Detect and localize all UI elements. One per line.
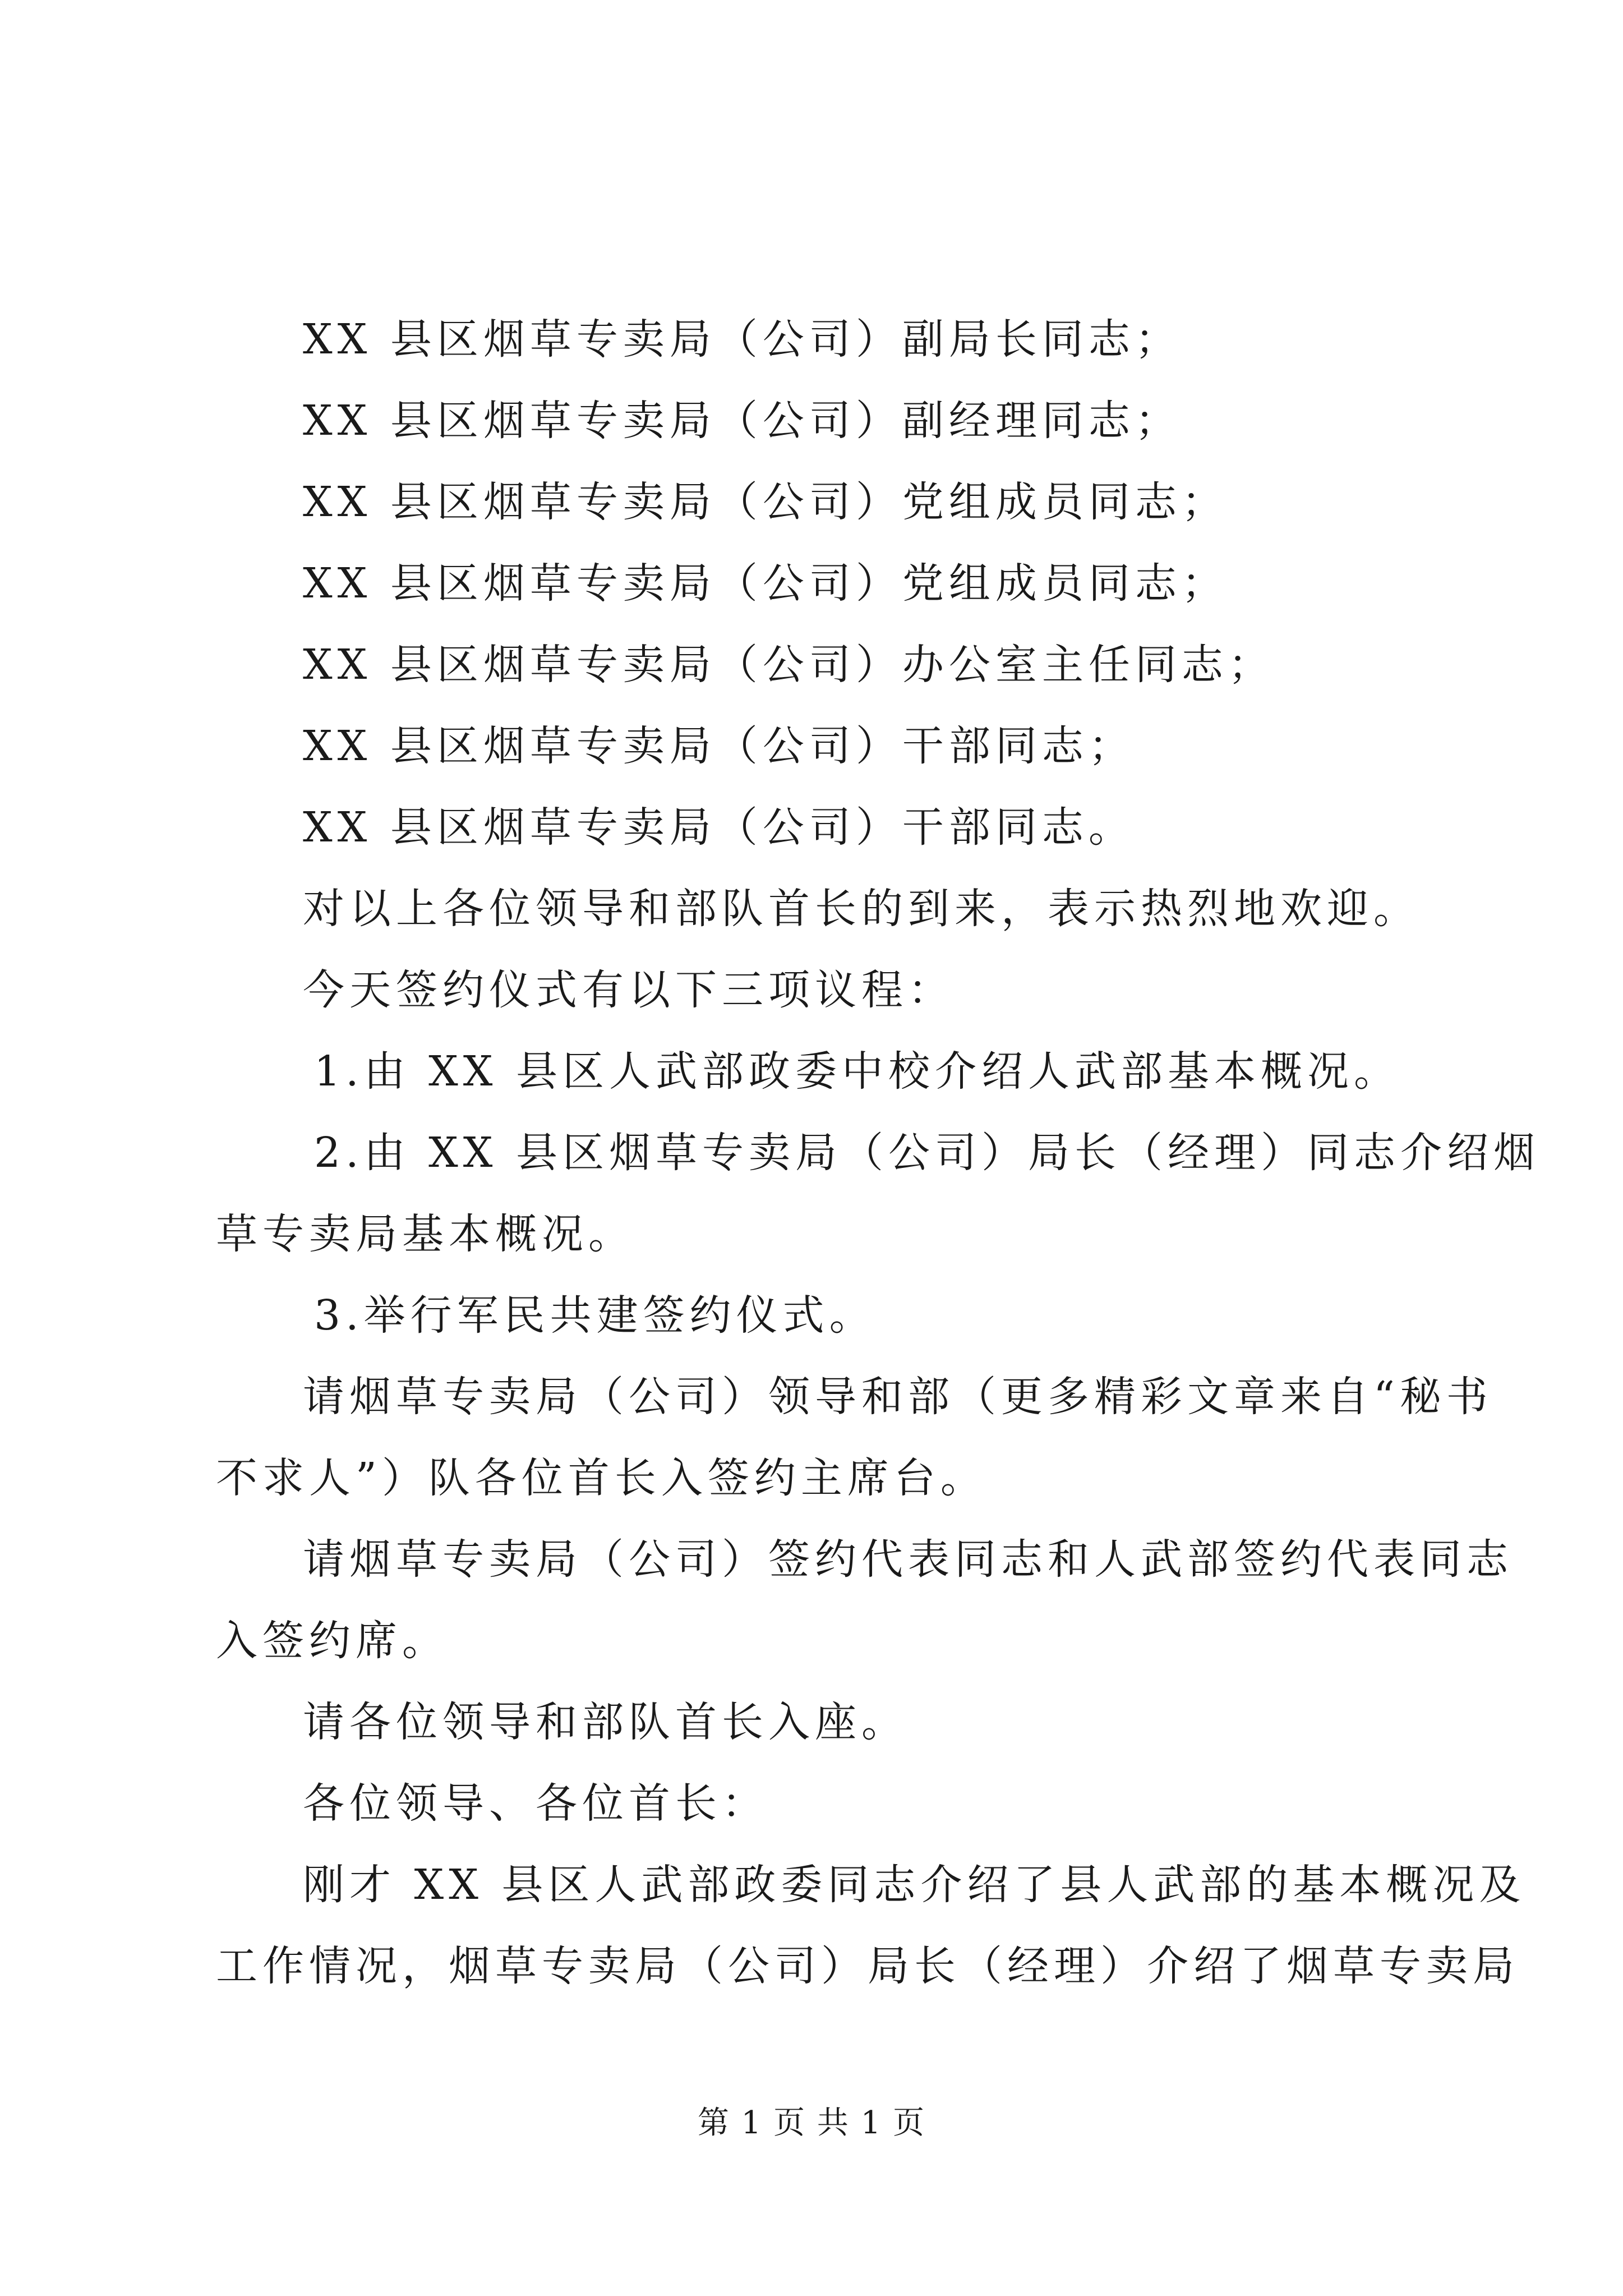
text-line: 请烟草专卖局（公司）签约代表同志和人武部签约代表同志 bbox=[303, 1535, 1513, 1584]
text-line: XX 县区烟草专卖局（公司）党组成员同志； bbox=[303, 478, 1228, 526]
text-line: XX 县区烟草专卖局（公司）干部同志； bbox=[303, 722, 1135, 770]
text-line: 请烟草专卖局（公司）领导和部（更多精彩文章来自“秘书 bbox=[303, 1373, 1493, 1421]
text-line: 草专卖局基本概况。 bbox=[216, 1210, 635, 1258]
text-line: 1.由 XX 县区人武部政委中校介绍人武部基本概况。 bbox=[314, 1047, 1401, 1096]
text-line: 刚才 XX 县区人武部政委同志介绍了县人武部的基本概况及 bbox=[303, 1861, 1526, 1909]
text-line: 3.举行军民共建签约仪式。 bbox=[314, 1291, 876, 1340]
text-line: XX 县区烟草专卖局（公司）干部同志。 bbox=[303, 803, 1135, 852]
text-line: XX 县区烟草专卖局（公司）副局长同志； bbox=[303, 315, 1182, 364]
text-line: 今天签约仪式有以下三项议程： bbox=[303, 966, 955, 1014]
text-line: XX 县区烟草专卖局（公司）党组成员同志； bbox=[303, 559, 1228, 608]
text-line: 不求人”）队各位首长入签约主席台。 bbox=[216, 1454, 987, 1502]
text-line: 各位领导、各位首长： bbox=[303, 1779, 768, 1828]
text-line: XX 县区烟草专卖局（公司）副经理同志； bbox=[303, 397, 1182, 445]
page-footer: 第 1 页 共 1 页 bbox=[697, 2105, 926, 2141]
text-line: XX 县区烟草专卖局（公司）办公室主任同志； bbox=[303, 641, 1275, 689]
text-line: 对以上各位领导和部队首长的到来，表示热烈地欢迎。 bbox=[303, 885, 1420, 933]
text-line: 请各位领导和部队首长入座。 bbox=[303, 1698, 908, 1746]
text-line: 2.由 XX 县区烟草专卖局（公司）局长（经理）同志介绍烟 bbox=[314, 1129, 1541, 1177]
text-line: 入签约席。 bbox=[216, 1617, 449, 1665]
text-line: 工作情况，烟草专卖局（公司）局长（经理）介绍了烟草专卖局 bbox=[216, 1942, 1519, 1990]
